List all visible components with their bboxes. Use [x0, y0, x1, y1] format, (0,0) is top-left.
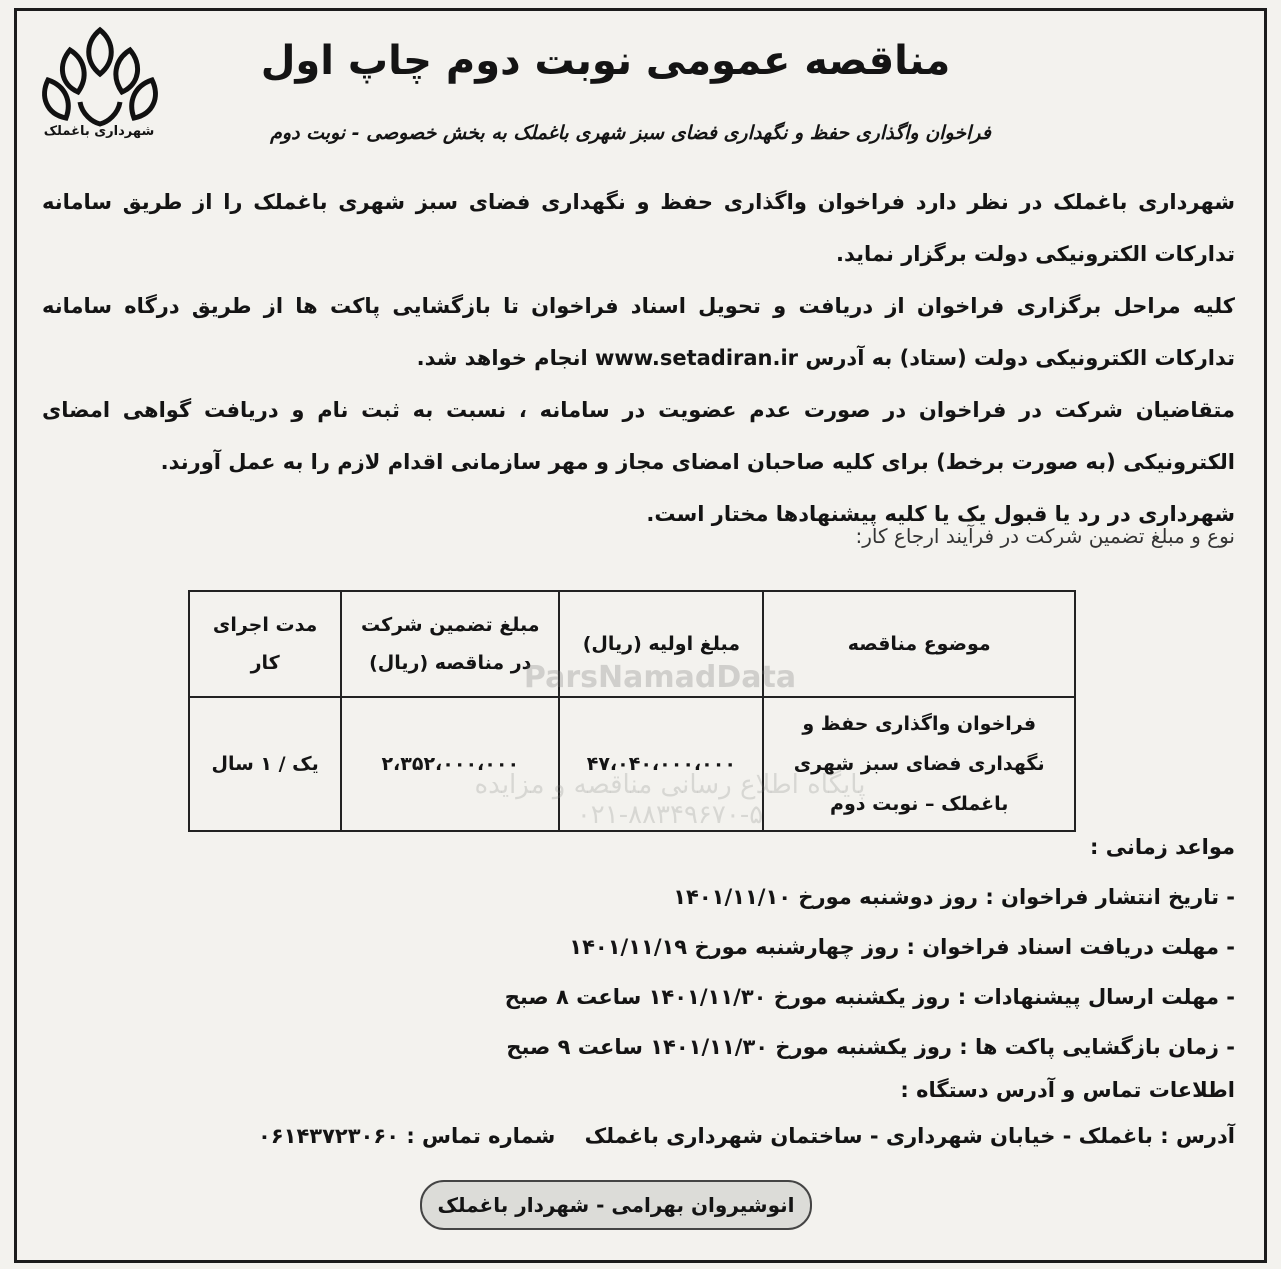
header-guarantee-amount: مبلغ تضمین شرکت در مناقصه (ریال) [341, 591, 559, 697]
contact-address: آدرس : باغملک - خیابان شهرداری - ساختمان شهرداری باغملک [584, 1124, 1235, 1148]
paragraph-2-text: کلیه مراحل برگزاری فراخوان از دریافت و تحویل اسناد فراخوان تا بازگشایی پاکت ها از طریق درگاه سامانه تدارکات الکترونیکی دولت (ستاد) به آدرس [42, 294, 1235, 370]
schedule-item-publish: - تاریخ انتشار فراخوان : روز دوشنبه مورخ ۱۴۰۱/۱۱/۱۰ [673, 885, 1235, 909]
header-subject: موضوع مناقصه [763, 591, 1075, 697]
notice-title: مناقصه عمومی نوبت دوم چاپ اول [260, 38, 951, 84]
signature-box: انوشیروان بهرامی - شهردار باغملک [420, 1180, 812, 1230]
header-duration: مدت اجرای کار [189, 591, 341, 697]
schedule-heading: مواعد زمانی : [1090, 835, 1235, 859]
contact-heading: اطلاعات تماس و آدرس دستگاه : [900, 1078, 1235, 1102]
cell-initial-amount: ۴۷،۰۴۰،۰۰۰،۰۰۰ [559, 697, 763, 831]
watermark-phone: ۰۲۱-۸۸۳۴۹۶۷۰-۵ [576, 800, 764, 830]
paragraph-3: متقاضیان شرکت در فراخوان در صورت عدم عضویت در سامانه ، نسبت به ثبت نام و دریافت گواهی امضای الکترونیکی (به صورت برخط) برای کلیه صاحبان امضای مجاز و مهر سازمانی اقدام لازم را به عمل آورند. [42, 398, 1235, 474]
paragraph-2-end: انجام خواهد شد. [416, 346, 588, 370]
schedule-item-documents: - مهلت دریافت اسناد فراخوان : روز چهارشنبه مورخ ۱۴۰۱/۱۱/۱۹ [569, 935, 1235, 959]
contact-line [236, 1124, 1235, 1148]
table-intro: نوع و مبلغ تضمین شرکت در فرآیند ارجاع کار: [855, 524, 1235, 548]
cell-guarantee-amount: ۲،۳۵۲،۰۰۰،۰۰۰ [341, 697, 559, 831]
notice-subtitle: فراخوان واگذاری حفظ و نگهداری فضای سبز شهری باغملک به بخش خصوصی - نوبت دوم [270, 122, 991, 144]
logo-caption: شهرداری باغملک [43, 124, 155, 139]
notice-body [42, 176, 1235, 540]
cell-duration: یک / ۱ سال [189, 697, 341, 831]
contact-phone: شماره تماس : ۰۶۱۴۳۷۲۳۰۶۰ [258, 1124, 556, 1148]
paragraph-1: شهرداری باغملک در نظر دارد فراخوان واگذاری حفظ و نگهداری فضای سبز شهری باغملک را از طریق سامانه تدارکات الکترونیکی دولت برگزار نماید. [42, 190, 1235, 266]
setad-url-link[interactable]: www.setadiran.ir [595, 346, 799, 370]
schedule-section [300, 822, 1235, 1072]
watermark-caption [470, 770, 870, 830]
header-initial-amount: مبلغ اولیه (ریال) [559, 591, 763, 697]
paragraph-2 [42, 280, 1235, 384]
table-header-row [189, 591, 1075, 697]
paragraph-4: شهرداری در رد یا قبول یک یا کلیه پیشنهادها مختار است. [646, 502, 1235, 526]
watermark-brand: ParsNamadData [523, 660, 797, 695]
schedule-item-submission: - مهلت ارسال پیشنهادات : روز یکشنبه مورخ ۱۴۰۱/۱۱/۳۰ ساعت ۸ صبح [504, 985, 1235, 1009]
cell-subject: فراخوان واگذاری حفظ و نگهداری فضای سبز شهری باغملک – نوبت دوم [763, 697, 1075, 831]
schedule-item-opening: - زمان بازگشایی پاکت ها : روز یکشنبه مورخ ۱۴۰۱/۱۱/۳۰ ساعت ۹ صبح [506, 1035, 1235, 1059]
watermark-line: پایگاه اطلاع رسانی مناقصه و مزایده [474, 770, 866, 800]
